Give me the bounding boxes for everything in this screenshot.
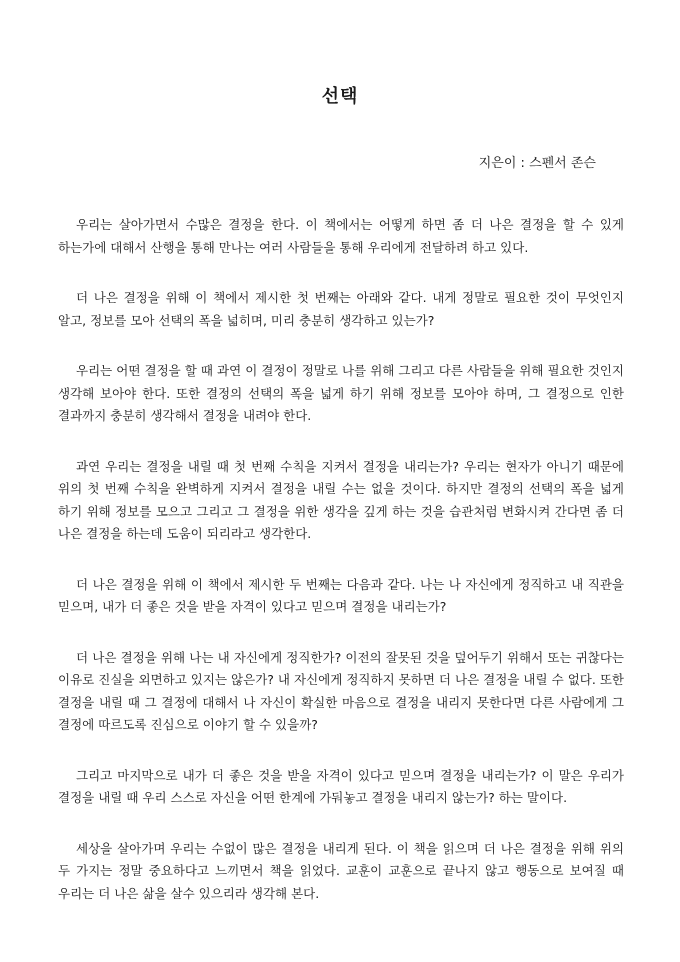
document-body — [58, 214, 624, 933]
document-title: 선택 — [321, 86, 359, 107]
author-line: 지은이 : 스펜서 존슨 — [478, 156, 596, 171]
paragraph-2: 더 나은 결정을 위해 이 책에서 제시한 첫 번째는 아래와 같다. 내게 정말로 필요한 것이 무엇인지 알고, 정보를 모아 선택의 폭을 넓히며, 미리 충분히 생각하고 있는가? — [58, 290, 624, 328]
paragraph-7: 그리고 마지막으로 내가 더 좋은 것을 받을 자격이 있다고 믿으며 결정을 내리는가? 이 말은 우리가 결정을 내릴 때 우리 스스로 자신을 어떤 한계에 가둬놓고 결정을 내리지 않는가? 하는 말이다. — [58, 767, 624, 805]
paragraph-6: 더 나은 결정을 위해 나는 내 자신에게 정직한가? 이전의 잘못된 것을 덮어두기 위해서 또는 귀찮다는 이유로 진실을 외면하고 있지는 않은가? 내 자신에게 정직하지 못하면 더 나은 결정을 내릴 수 없다. 또한 결정을 내릴 때 그 결정에 대해서 나 자신이 확실한 마음으로 결정을 내리지 못한다면 다른 사람에게 그 결정에 따르도록 진심으로 이야기 할 수 있을까? — [58, 649, 624, 732]
paragraph-5: 더 나은 결정을 위해 이 책에서 제시한 두 번째는 다음과 같다. 나는 나 자신에게 정직하고 내 직관을 믿으며, 내가 더 좋은 것을 받을 자격이 있다고 믿으며 결정을 내리는가? — [58, 576, 624, 614]
paragraph-3: 우리는 어떤 결정을 할 때 과연 이 결정이 정말로 나를 위해 그리고 다른 사람들을 위해 필요한 것인지 생각해 보아야 한다. 또한 결정의 선택의 폭을 넓게 하기 위해 정보를 모아야 하며, 그 결정으로 인한 결과까지 충분히 생각해서 결정을 내려야 한다. — [58, 363, 624, 423]
paragraph-4: 과연 우리는 결정을 내릴 때 첫 번째 수칙을 지켜서 결정을 내리는가? 우리는 현자가 아니기 때문에 위의 첫 번째 수칙을 완벽하게 지켜서 결정을 내릴 수는 없을 것이다. 하지만 결정의 선택의 폭을 넓게 하기 위해 정보를 모으고 그리고 그 결정을 위한 생각을 깊게 하는 것을 습관처럼 변화시켜 간다면 좀 더 나은 결정을 하는데 도움이 되리라고 생각한다. — [58, 458, 624, 541]
paragraph-1: 우리는 살아가면서 수많은 결정을 한다. 이 책에서는 어떻게 하면 좀 더 나은 결정을 할 수 있게 하는가에 대해서 산행을 통해 만나는 여러 사람들을 통해 우리에게 전달하려 하고 있다. — [58, 217, 624, 255]
paragraph-8: 세상을 살아가며 우리는 수없이 많은 결정을 내리게 된다. 이 책을 읽으며 더 나은 결정을 위해 위의 두 가지는 정말 중요하다고 느끼면서 책을 읽었다. 교훈이 교훈으로 끝나지 않고 행동으로 보여질 때 우리는 더 나은 삶을 살수 있으리라 생각해 본다. — [58, 840, 624, 901]
